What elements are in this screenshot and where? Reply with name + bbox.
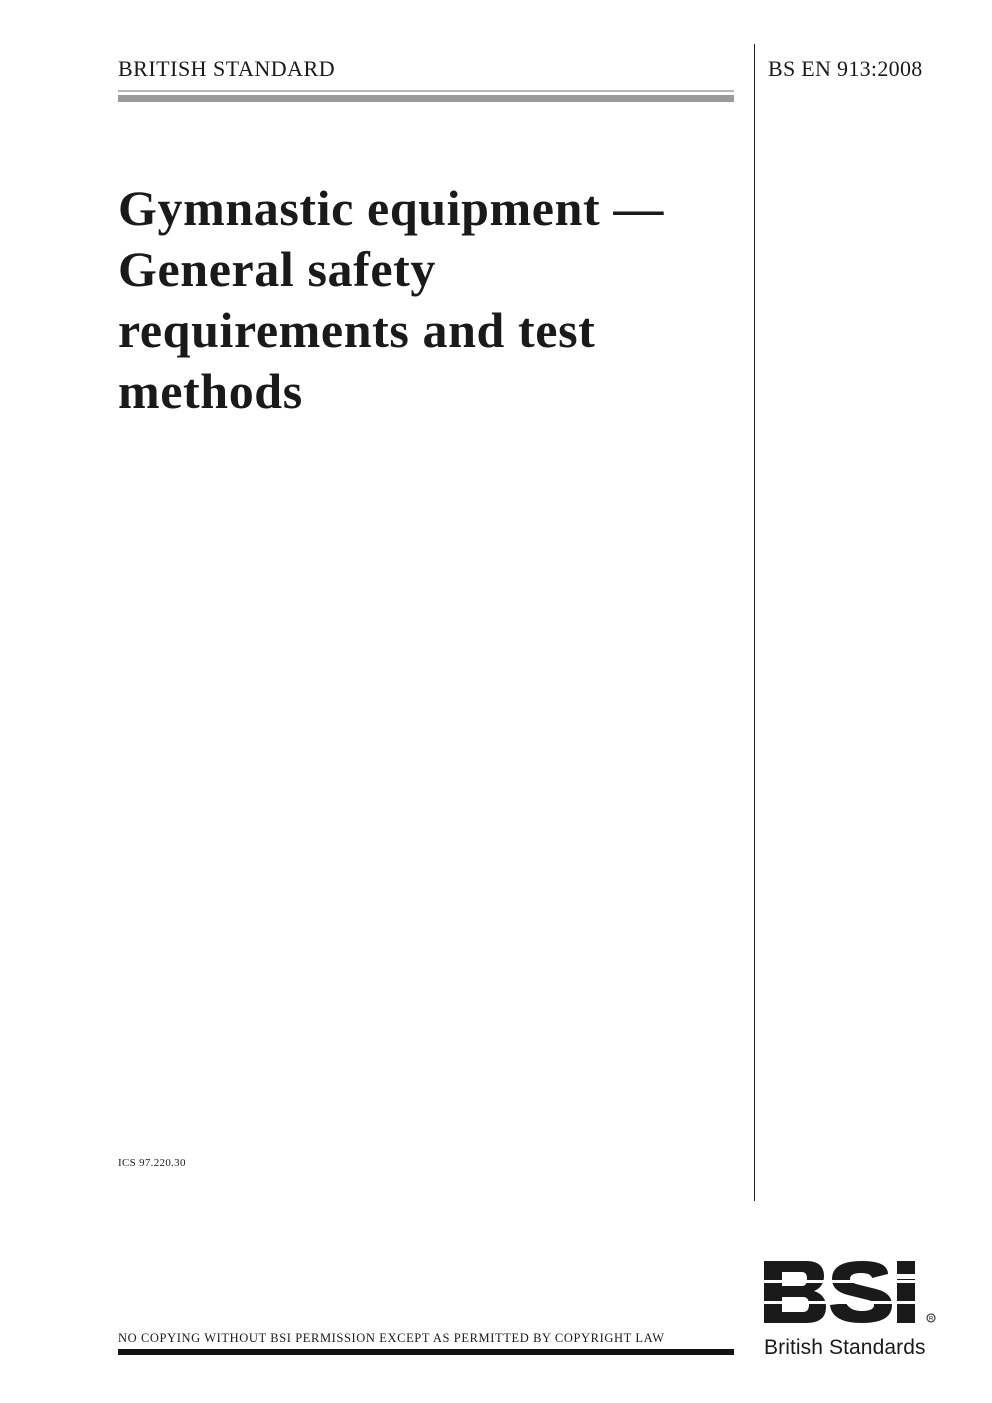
copyright-notice: NO COPYING WITHOUT BSI PERMISSION EXCEPT AS PERMITTED BY COPYRIGHT LAW <box>118 1331 665 1345</box>
footer-rule <box>118 1349 734 1355</box>
header-rule-thick <box>118 95 734 102</box>
document-number: BS EN 913:2008 <box>768 56 923 81</box>
document-title: Gymnastic equipment — General safety requirements and test methods <box>118 180 664 419</box>
svg-text:R: R <box>929 1316 934 1323</box>
bsi-logo-icon <box>764 1261 939 1323</box>
header-rule-thin <box>118 90 734 92</box>
vertical-divider <box>754 44 755 1201</box>
standard-series-label: BRITISH STANDARD <box>118 56 336 81</box>
bsi-logo-name: British Standards <box>764 1336 926 1359</box>
ics-code: ICS 97.220.30 <box>118 1157 186 1169</box>
